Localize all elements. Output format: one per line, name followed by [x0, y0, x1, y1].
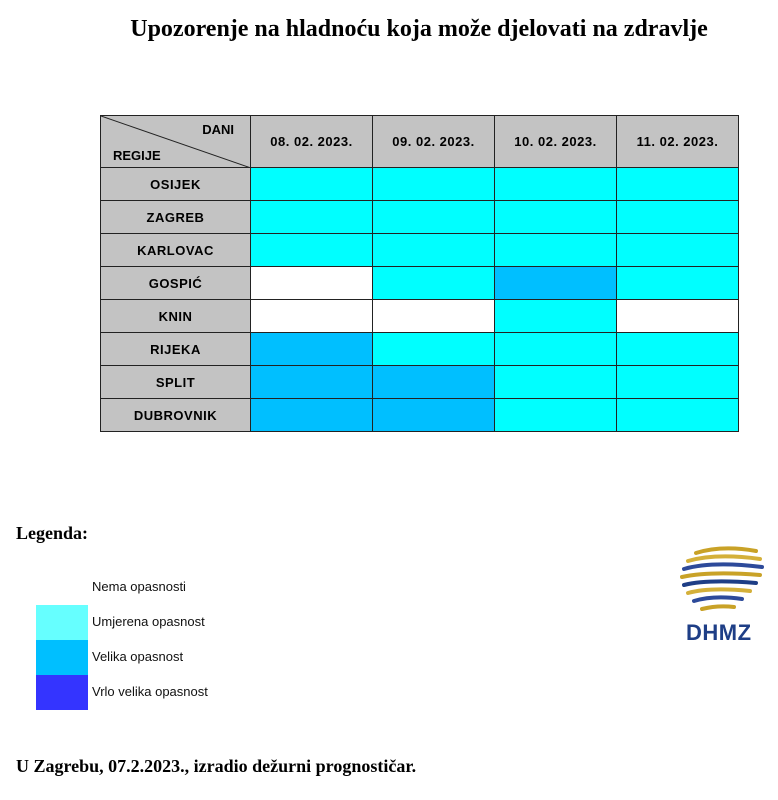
warning-cell — [617, 168, 739, 201]
table-row — [101, 267, 739, 300]
warning-cell — [251, 267, 373, 300]
warning-cell — [251, 300, 373, 333]
table-row — [101, 399, 739, 432]
warning-cell — [373, 399, 495, 432]
legend-label: Nema opasnosti — [92, 579, 186, 594]
warning-cell — [617, 201, 739, 234]
warning-cell — [373, 267, 495, 300]
logo-text: DHMZ — [686, 620, 752, 645]
warning-cell — [373, 168, 495, 201]
warning-cell — [373, 300, 495, 333]
warning-cell — [495, 300, 617, 333]
date-header: 11. 02. 2023. — [617, 116, 739, 168]
date-header: 09. 02. 2023. — [373, 116, 495, 168]
warning-cell — [617, 366, 739, 399]
legend-label: Umjerena opasnost — [92, 614, 205, 629]
warning-cell — [495, 399, 617, 432]
warning-cell — [617, 300, 739, 333]
warning-cell — [251, 333, 373, 366]
region-label: OSIJEK — [101, 168, 251, 201]
region-label: GOSPIĆ — [101, 267, 251, 300]
date-header: 08. 02. 2023. — [251, 116, 373, 168]
table-corner-cell — [101, 116, 251, 168]
warning-cell — [373, 333, 495, 366]
warning-cell — [495, 366, 617, 399]
warning-cell — [617, 333, 739, 366]
warning-cell — [617, 234, 739, 267]
table-row — [101, 300, 739, 333]
table-header-row — [101, 116, 739, 168]
table-row — [101, 234, 739, 267]
warning-cell — [251, 234, 373, 267]
region-label: RIJEKA — [101, 333, 251, 366]
warning-cell — [251, 366, 373, 399]
warning-cell — [617, 267, 739, 300]
corner-label-days: DANI — [202, 122, 234, 137]
legend-swatch — [36, 605, 88, 640]
warning-cell — [373, 366, 495, 399]
warning-cell — [251, 201, 373, 234]
warning-cell — [495, 333, 617, 366]
region-label: SPLIT — [101, 366, 251, 399]
corner-label-regions: REGIJE — [113, 148, 161, 163]
region-label: KNIN — [101, 300, 251, 333]
warning-cell — [617, 399, 739, 432]
region-label: KARLOVAC — [101, 234, 251, 267]
warning-cell — [251, 168, 373, 201]
table-row — [101, 366, 739, 399]
table-row — [101, 201, 739, 234]
legend-swatch — [36, 570, 88, 605]
legend-swatch — [36, 675, 88, 710]
warning-table — [100, 115, 739, 432]
region-label: ZAGREB — [101, 201, 251, 234]
warning-cell — [495, 267, 617, 300]
legend-swatch — [36, 640, 88, 675]
region-label: DUBROVNIK — [101, 399, 251, 432]
table-row — [101, 168, 739, 201]
footer-note: U Zagrebu, 07.2.2023., izradio dežurni prognostičar. — [16, 756, 417, 776]
legend-label: Velika opasnost — [92, 649, 184, 664]
warning-cell — [495, 168, 617, 201]
table-row — [101, 333, 739, 366]
warning-cell — [373, 201, 495, 234]
warning-cell — [373, 234, 495, 267]
warning-cell — [495, 234, 617, 267]
warning-cell — [495, 201, 617, 234]
legend-title: Legenda: — [16, 523, 88, 543]
date-header: 10. 02. 2023. — [495, 116, 617, 168]
page-title: Upozorenje na hladnoću koja može djelovati na zdravlje — [130, 16, 708, 42]
legend-label: Vrlo velika opasnost — [92, 684, 208, 699]
warning-cell — [251, 399, 373, 432]
